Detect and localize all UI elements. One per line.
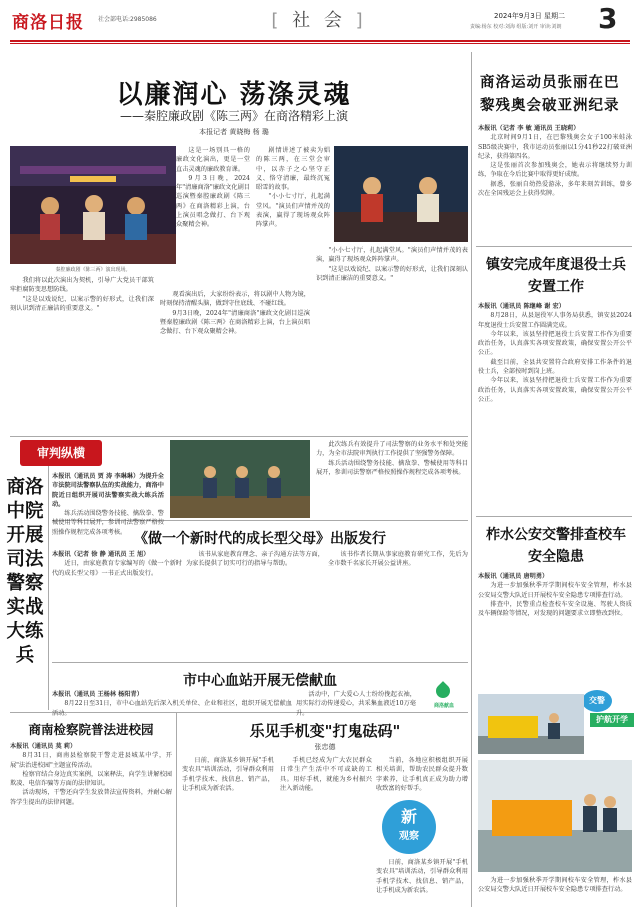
editor-info: 责编:杨东 校对:刘海 组版:刘开 审读:刘朗 bbox=[470, 24, 562, 30]
column-divider bbox=[176, 712, 177, 907]
column-divider bbox=[48, 440, 49, 710]
lead-text-col4: 观看演出后，大家纷纷表示，将以剧中人物为镜，时刻保持清醒头脑，做到守住底线、不碰红线。 9月3日晚，2024年"清廉商洛"廉政文化剧目巡演暨秦腔廉政剧《陈三两》在商洛精彩上演，台上演员唱念做打、台下观众聚精会神。 bbox=[160, 291, 310, 336]
lead-text-col1: 这是一场别具一格的廉政文化演出，更是一堂直击灵魂的廉政教育课。 9月3日晚，2024年"清廉商洛"廉政文化剧目巡演暨秦腔廉政剧《陈三两》在商洛精彩上演，台上演员唱念做打、台下观众聚精会神。 bbox=[176, 147, 250, 229]
book-text-col2: 该书从家庭教育理念、亲子沟通方法等方面，为家长提供了切实可行的指导与帮助。 bbox=[186, 551, 324, 568]
phone-headline: 乐见手机变"打鬼砝码" bbox=[249, 722, 401, 740]
veterans-headline: 镇安完成年度退役士兵安置工作 bbox=[486, 257, 626, 295]
newspaper-logo: 商洛日报 bbox=[12, 13, 84, 33]
section-divider bbox=[476, 516, 632, 517]
athlete-text: 本报讯（记者 李 敏 通讯员 王晓莉） 北京时间9月1日，在巴黎残奥会女子100米蛙泳SB5级决赛中，我市运动员张丽以1分41秒22打破亚洲纪录，获得第四名。 这是张丽首次参加残奥会，她表示将继续努力训练，争取在今后比赛中取得更好成绩。 据悉，张丽自幼热爱游泳，多年来刻苦训练，曾多次在全国残运会上获得奖牌。 bbox=[478, 125, 632, 198]
blood-headline: 市中心血站开展无偿献血 bbox=[183, 673, 337, 689]
stage-photo bbox=[10, 146, 176, 264]
page-number: 3 bbox=[598, 2, 618, 35]
lead-text-col3: 我们将以此次演出为契机，引导广大党员干部筑牢拒腐防变思想防线。 "这是以戏说纪、以案示警的好形式，让我们深刻认识到清正廉洁的重要意义。" bbox=[10, 277, 154, 312]
traffic-badge-bottom: 护航开学 bbox=[590, 713, 634, 727]
court-drill-text: 本报讯（通讯员 贾 涛 李琳琳）为提升全市法院司法警察队伍的实战能力，商洛中院近日组织开展司法警察实战大练兵活动。 练兵活动围绕警务技能、擒敌拳、警械使用等科目展开，参训司法警察严格按照操作规程完成各项考核。 bbox=[52, 473, 164, 536]
actors-photo bbox=[334, 146, 468, 242]
issue-date: 2024年9月3日 星期二 bbox=[494, 12, 565, 20]
lead-headline: 以廉润心 荡涤灵魂 bbox=[116, 80, 352, 110]
lead-subhead: ——秦腔廉政剧《陈三两》在商洛精彩上演 bbox=[119, 109, 348, 123]
blood-text-2: 活动中，广大爱心人士纷纷挽起衣袖，用实际行动传递爱心，共采集血液近10万毫升。 bbox=[296, 691, 416, 717]
lead-text-col2: 剧情讲述了被卖为娼的陈三两，在三堂会审中，以赤子之心坚守正义、恪守清廉，最终沉冤昭雪的故事。 "小小七寸厅，扎起满堂风。"演员们声情并茂的表演，赢得了现场观众阵阵掌声。 bbox=[256, 147, 330, 229]
court-drill-photo bbox=[170, 440, 310, 518]
checkpoint-caption: 为进一步加强秋季开学期间校车安全管理，柞水县公安局交警大队近日开展校车安全隐患专项排查行动。 bbox=[478, 877, 632, 894]
phone-text-col3: 当前，各地应积极组织开展相关培训，帮助农民群众提升数字素养，让手机真正成为助力增收致富的好帮手。 bbox=[376, 757, 468, 792]
checkpoint-photo bbox=[478, 760, 632, 872]
phone-byline: 张忠德 bbox=[314, 743, 336, 751]
masthead bbox=[0, 0, 638, 44]
school-bus-headline: 柞水公安交警排查校车安全隐患 bbox=[486, 527, 626, 565]
book-text-col1: 本报讯（记者 徐 静 通讯员 王 旭） 近日，由家庭教育专家编写的《做一个新时代的成长型父母》一书正式出版发行。 bbox=[52, 551, 182, 577]
column-divider bbox=[471, 52, 472, 907]
athlete-headline: 商洛运动员张丽在巴黎残奥会破亚洲纪录 bbox=[480, 75, 620, 114]
school-bus-text: 本报讯（通讯员 唐明勇） 为进一步加强秋季开学期间校车安全管理，柞水县公安局交警大队近日开展校车安全隐患专项排查行动。 排查中，民警重点检查校车安全设施、驾驶人资质及车辆保险等情况，对发现的问题要求立即整改到位。 bbox=[478, 573, 632, 618]
phone-text-col1: 日前，商洛某乡镇开展"手机变农具"培训活动，引导群众利用手机学技术、找信息、销产品，让手机成为新农活。 bbox=[182, 757, 274, 792]
court-drill-text-2: 此次练兵有效提升了司法警察的业务水平和处突能力，为全市法院审判执行工作提供了坚强警务保障。 练兵活动围绕警务技能、擒敌拳、警械使用等科目展开，参训司法警察严格按照操作规程完成各项考核。 bbox=[316, 441, 468, 476]
lead-byline: 本报记者 黄晓梅 杨 璐 bbox=[199, 128, 269, 136]
trial-badge: 审判纵横 bbox=[20, 440, 102, 466]
section-title: [ 社 会 ] bbox=[271, 10, 367, 31]
phone-text-col2: 手机已经成为广大农民群众日常生产生活中不可或缺的工具。用好手机，就能为乡村振兴注入新动能。 bbox=[280, 757, 372, 792]
publication-info: 社会部电话:2985086 bbox=[98, 16, 157, 23]
section-divider bbox=[52, 662, 468, 663]
traffic-badge-top: 交警 bbox=[582, 690, 612, 712]
book-text-col3: 该书作者长期从事家庭教育研究工作，先后为全市数千名家长开展公益讲座。 bbox=[328, 551, 468, 568]
prosecutor-text: 本报讯（通讯员 莫 莉） 8月31日，商南县检察院干警走进县城某中学，开展"法治进校园"主题宣传活动。 检察官结合身边真实案例，以案释法，向学生讲解校园欺凌、电信诈骗等方面的法律知识。 活动现场，干警还向学生发放普法宣传资料，并耐心解答学生提出的法律问题。 bbox=[10, 743, 172, 806]
section-divider bbox=[10, 436, 468, 437]
phone-text-col4: 日前，商洛某乡镇开展"手机变农具"培训活动，引导群众利用手机学技术、找信息、销产品，让手机成为新农活。 bbox=[376, 859, 468, 894]
blood-text: 本报讯（通讯员 王杨林 杨阳青） 8月22日至31日，市中心血站先后深入机关单位、企业和社区，组织开展无偿献血活动。 bbox=[52, 691, 292, 717]
new-observation-badge: 新 观察 bbox=[382, 800, 436, 854]
section-divider bbox=[476, 246, 632, 247]
traffic-police-photo bbox=[478, 694, 584, 754]
veterans-text: 本报讯（通讯员 陈继峰 谢 宏） 8月28日，从县退役军人事务局获悉，镇安县2024年度退役士兵安置工作圆满完成。 今年以来，该县坚持把退役士兵安置工作作为重要政治任务，认真落实各项安置政策，确保安置公开公平公正。 截至目前，全县共安置符合政府安排工作条件的退役士兵，全部按时到岗上班。 今年以来，该县坚持把退役士兵安置工作作为重要政治任务，认真落实各项安置政策，确保安置公开公平公正。 bbox=[478, 303, 632, 403]
prosecutor-headline: 商南检察院普法进校园 bbox=[28, 722, 154, 737]
lead-text-col5: "小小七寸厅，扎起满堂风。"演员们声情并茂的表演，赢得了现场观众阵阵掌声。 "这是以戏说纪、以案示警的好形式，让我们深刻认识到清正廉洁的重要意义。" bbox=[316, 247, 468, 282]
court-drill-headline: 商洛中院开展司法警察实战大练兵 bbox=[6, 477, 44, 666]
masthead-rule-thin bbox=[10, 43, 630, 44]
masthead-rule bbox=[10, 40, 630, 42]
stage-photo-caption: 秦腔廉政剧《陈三两》演出现场。 bbox=[55, 267, 131, 273]
blood-logo-caption: 商洛献血 bbox=[433, 703, 454, 709]
book-headline: 《做一个新时代的成长型父母》出版发行 bbox=[134, 531, 386, 547]
